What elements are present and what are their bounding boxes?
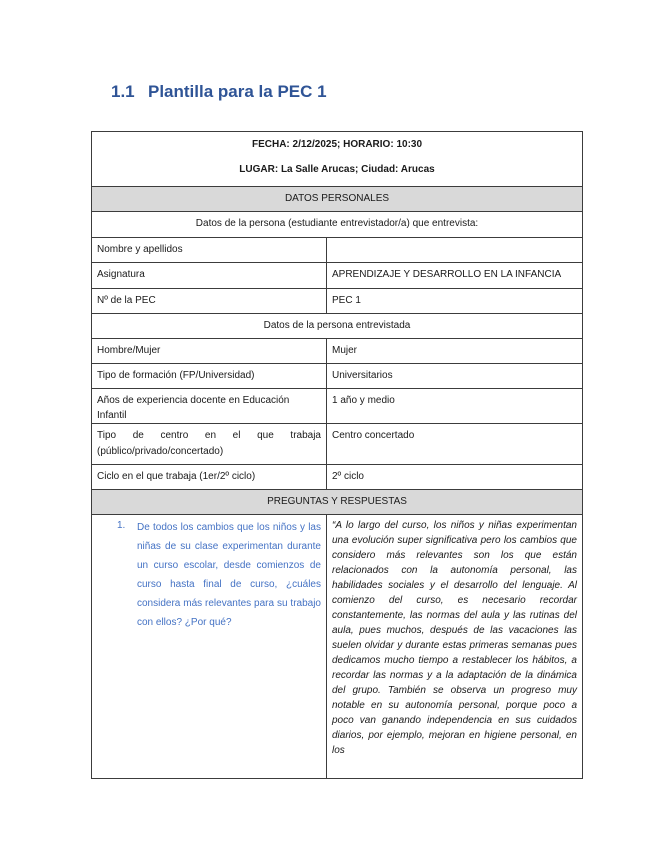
- qa-row: [92, 515, 583, 779]
- row-label: Hombre/Mujer: [92, 339, 327, 364]
- row-value: Universitarios: [327, 364, 583, 389]
- table-row: [92, 364, 583, 389]
- row-label: Nombre y apellidos: [92, 238, 327, 263]
- row-value: APRENDIZAJE Y DESARROLLO EN LA INFANCIA: [327, 263, 583, 289]
- header-row: [92, 132, 583, 187]
- section-title: Plantilla para la PEC 1: [148, 82, 327, 101]
- question-cell: [92, 515, 327, 779]
- row-label: Tipo de formación (FP/Universidad): [92, 364, 327, 389]
- question-number: 1.: [117, 520, 126, 531]
- table-row: [92, 424, 583, 465]
- table-row: [92, 238, 583, 263]
- row-label: Nº de la PEC: [92, 289, 327, 314]
- section-row: [92, 187, 583, 212]
- table-row: [92, 339, 583, 364]
- row-value: [327, 238, 583, 263]
- section-heading: [111, 82, 327, 102]
- table-row: [92, 289, 583, 314]
- row-value: Centro concertado: [327, 424, 583, 465]
- personal-data-header: DATOS PERSONALES: [92, 187, 583, 212]
- answer-text: “A lo largo del curso, los niños y niñas experimentan una evolución super significativa pero los cambios que considero más relevantes son los que están relacionados con la autonomía personal, las habilidades sociales y el desarrollo del lenguaje. Al comienzo del curso, es necesario recordar constantemente, las normas del aula y las rutinas del aula, pues muchos, después de las vacaciones las suelen olvidar y durante estas primeras semanas pues dedicamos mucho tiempo a restablecer los hábitos, a recordar las normas y a la adaptación de la dinámica del grupo. También se observa un progreso muy notable en su autonomía personal, porque poco a poco van ganando independencia en sus cuidados diarios, por ejemplo, mejoran en higiene personal, en los: [327, 515, 583, 779]
- qa-section-header: PREGUNTAS Y RESPUESTAS: [92, 490, 583, 515]
- row-label: Tipo de centro en el que trabaja (público/privado/concertado): [92, 424, 327, 465]
- table-row: [92, 263, 583, 289]
- question-text: De todos los cambios que los niños y las niñas de su clase experimentan durante un curso escolar, desde comienzos de curso hasta final de curso, ¿cuáles considera más relevantes para su trabajo con ellos? ¿Por qué?: [137, 522, 321, 628]
- row-value: 1 año y medio: [327, 389, 583, 424]
- section-number: 1.1: [111, 82, 135, 101]
- interviewee-section-title: Datos de la persona entrevistada: [92, 314, 583, 339]
- row-label: Ciclo en el que trabaja (1er/2º ciclo): [92, 465, 327, 490]
- section-row: [92, 212, 583, 238]
- row-value: PEC 1: [327, 289, 583, 314]
- interviewer-section-title: Datos de la persona (estudiante entrevistador/a) que entrevista:: [92, 212, 583, 238]
- section-row: [92, 490, 583, 515]
- row-value: 2º ciclo: [327, 465, 583, 490]
- date-place-cell: [92, 132, 583, 187]
- section-row: [92, 314, 583, 339]
- pec-template-table: [91, 131, 583, 779]
- row-value: Mujer: [327, 339, 583, 364]
- table-row: [92, 389, 583, 424]
- row-label: Asignatura: [92, 263, 327, 289]
- place-city-line: LUGAR: La Salle Arucas; Ciudad: Arucas: [239, 164, 435, 175]
- date-time-line: FECHA: 2/12/2025; HORARIO: 10:30: [251, 139, 423, 150]
- row-label: Años de experiencia docente en Educación Infantil: [92, 389, 327, 424]
- table-row: [92, 465, 583, 490]
